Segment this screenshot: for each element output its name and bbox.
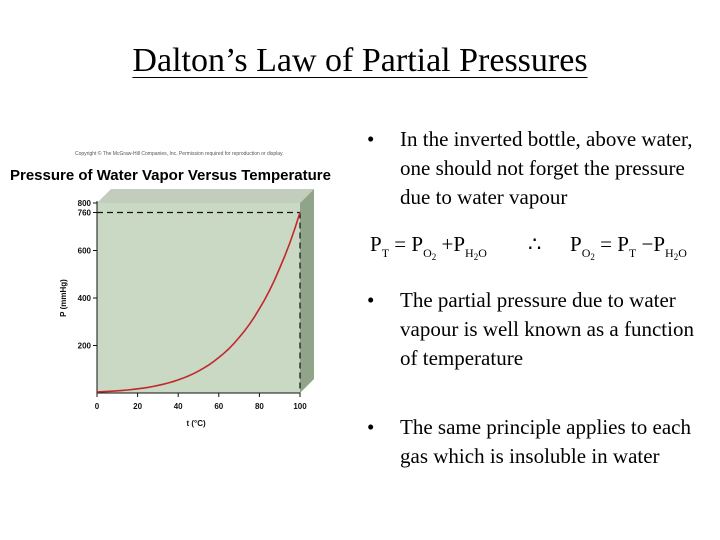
slide-title-text: Dalton’s Law of Partial Pressures <box>132 42 588 79</box>
figure-title: Pressure of Water Vapor Versus Temperature <box>10 167 331 184</box>
y-axis-label: P (mmHg) <box>59 279 68 317</box>
y-tick-label-400: 400 <box>77 294 91 303</box>
equation-right: $P_{O_2} = P_T -P_{H_2O}$ <box>570 232 687 262</box>
plot-top-panel <box>97 189 314 203</box>
bullet-dot: • <box>367 415 375 439</box>
x-tick-label-80: 80 <box>254 402 264 411</box>
bullet-text: In the inverted bottle, above water, one should not forget the pressure due to water vapour <box>400 127 693 209</box>
partial-pressure-equation <box>370 228 715 260</box>
plot-background <box>97 203 300 393</box>
y-tick-label-600: 600 <box>77 246 91 256</box>
y-tick-label-800: 800 <box>77 199 91 208</box>
x-tick-label-40: 40 <box>173 402 183 411</box>
figure-copyright: Copyright © The McGraw-Hill Companies, Inc. Permission required for reproduction or display. <box>75 151 284 157</box>
plot-side-panel <box>300 189 314 393</box>
bullet-dot: • <box>367 288 375 312</box>
x-tick-label-100: 100 <box>293 402 307 411</box>
therefore-symbol: ∴ <box>528 232 542 256</box>
water-vapor-figure <box>0 140 365 430</box>
slide-title <box>0 40 720 82</box>
bullet-text: The partial pressure due to water vapour is well known as a function of temperature <box>400 288 694 370</box>
bullet-text: The same principle applies to each gas which is insoluble in water <box>400 415 691 468</box>
equation-left: $P_T = P_{O_2} +P_{H_2O}$ <box>370 232 487 262</box>
x-tick-label-0: 0 <box>94 402 100 411</box>
x-tick-label-20: 20 <box>133 402 143 411</box>
y-tick-label-760: 760 <box>77 208 91 218</box>
bullet-dot: • <box>367 127 375 151</box>
y-tick-label-200: 200 <box>77 341 91 351</box>
x-tick-label-60: 60 <box>214 402 224 411</box>
x-axis-label: t (°C) <box>186 419 206 428</box>
